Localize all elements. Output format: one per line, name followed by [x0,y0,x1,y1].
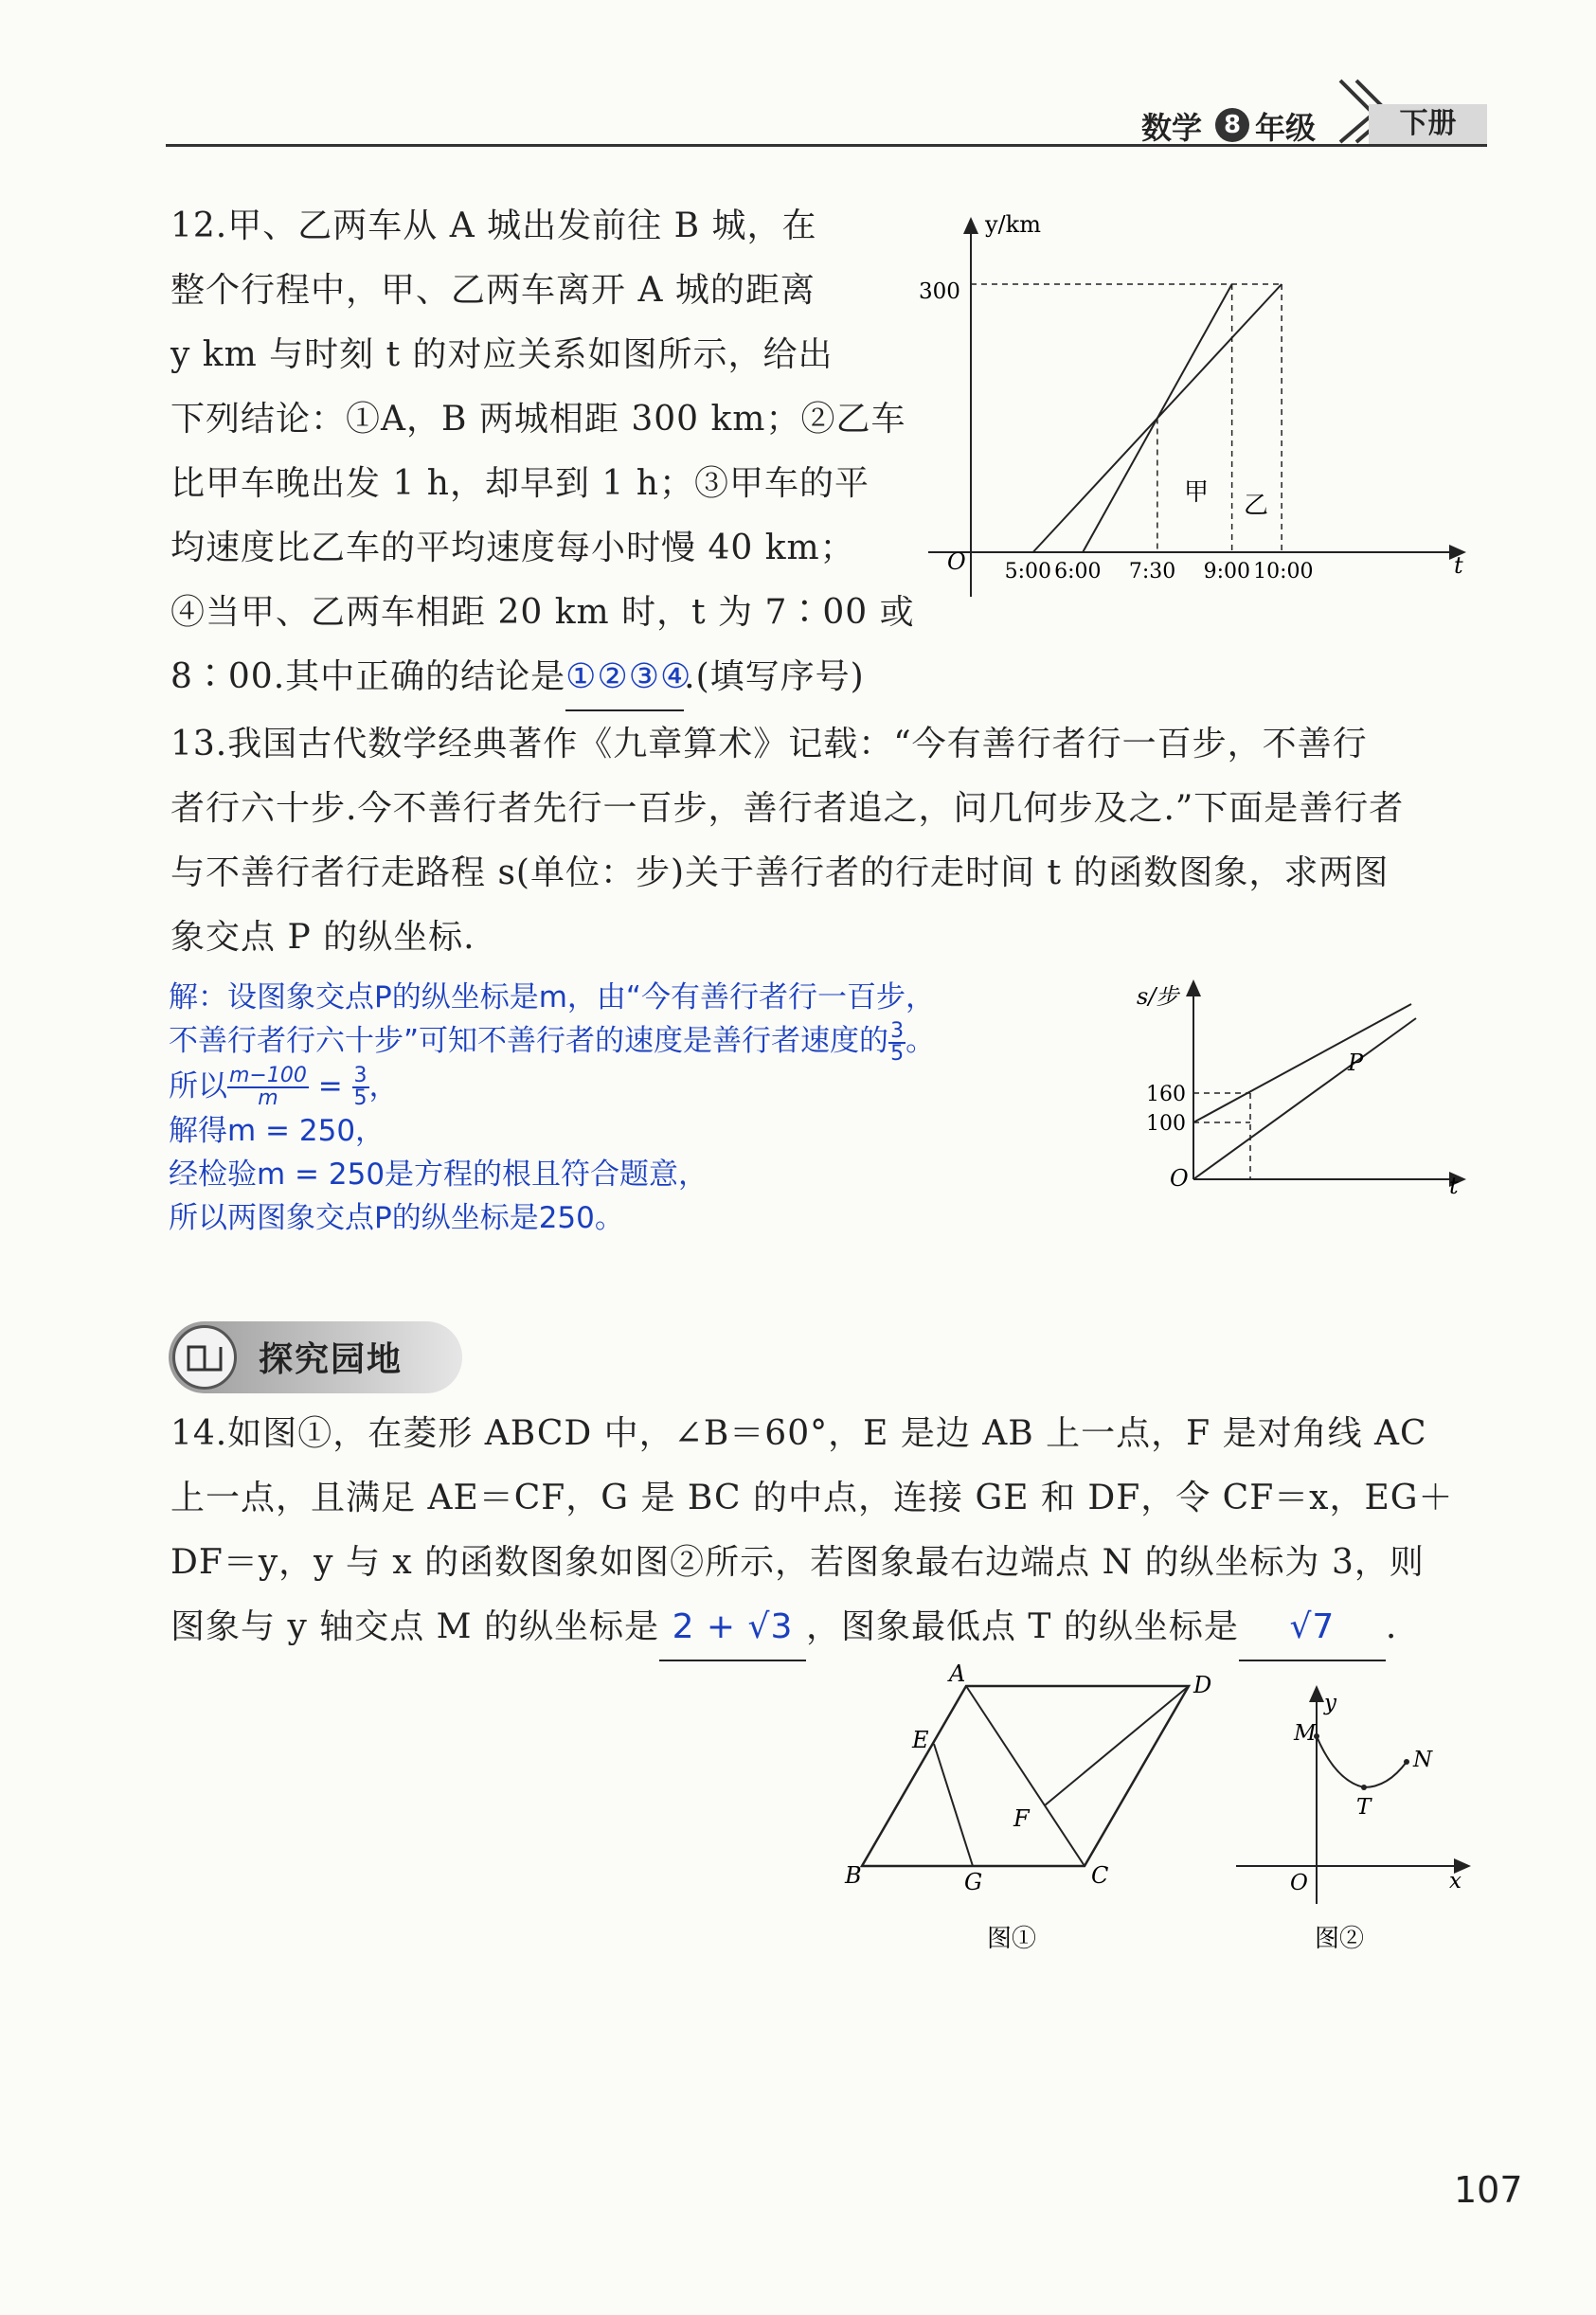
q12-series-label-yi: 乙 [1244,492,1269,520]
q13-point-p: P [1348,1050,1364,1076]
q14-line-4-prefix: 图象与 y 轴交点 M 的纵坐标是 [170,1607,659,1646]
fig2-label-m: M [1294,1721,1317,1746]
sol-line-2-prefix: 不善行者行六十步”可知不善行者的速度是善行者速度的 [169,1024,889,1058]
q13-chart [1132,976,1473,1212]
q13-line: 与不善行者行走路程 s(单位：步)关于善行者的行走时间 t 的函数图象，求两图 [170,853,1390,892]
q14-line: 上一点，且满足 AE＝CF，G 是 BC 的中点，连接 GE 和 DF，令 CF＝x，EG＋ [170,1479,1454,1517]
sol-line-2 [169,1019,935,1065]
q12-xtick: 5:00 [1004,560,1052,583]
q12-line: 下列结论：①A，B 两城相距 300 km；②乙车 [170,400,906,439]
label-d: D [1193,1672,1212,1698]
segment-ge [934,1744,973,1866]
fig2-origin: O [1290,1871,1308,1895]
page-number: 107 [1454,2169,1523,2211]
q12-series-label-jia: 甲 [1184,478,1210,507]
q12-last-suffix: .(填写序号) [684,657,865,696]
q14-line: DF＝y，y 与 x 的函数图象如图②所示，若图象最右边端点 N 的纵坐标为 3，则 [170,1543,1425,1582]
q12-ytick-300: 300 [919,279,960,304]
fig2-curve [1317,1736,1407,1787]
sol-line-3 [169,1065,935,1110]
figure-1-caption: 图① [987,1925,1037,1953]
sol-frac-den-b: 5 [353,1086,368,1110]
header-volume: 下册 [1399,107,1457,140]
q14-line-4-mid: ，图象最低点 T 的纵坐标是 [805,1607,1239,1646]
q13-line: 者行六十步.今不善行者先行一百步，善行者追之，问几何步及之.”下面是善行者 [170,789,1405,828]
sol-line-5: 经检验m = 250是方程的根且符合题意， [169,1158,708,1192]
sol-frac-3-5 [888,1018,906,1066]
q12-xtick: 10:00 [1253,560,1314,583]
sol-frac-den: 5 [890,1041,905,1066]
q12-answer: ①②③④ [565,645,684,711]
sol-frac-m [227,1066,309,1109]
q12-line: y km 与时刻 t 的对应关系如图所示，给出 [170,335,834,374]
q13-line: 13.我国古代数学经典著作《九章算术》记载：“今有善行者行一百步，不善行 [170,725,1368,763]
q12-chart [909,204,1468,611]
book-icon [175,1328,234,1387]
sol-line-4: 解得m = 250， [169,1114,386,1148]
q12-xlabel: t [1454,552,1463,579]
fig2-label-t: T [1356,1795,1372,1820]
q13-xlabel: t [1449,1173,1459,1199]
q14-figure-2 [1231,1681,1478,1975]
q14-answer-t: √7 [1239,1595,1386,1661]
q13-line: 象交点 P 的纵坐标. [170,918,475,957]
q12-line: 均速度比乙车的平均速度每小时慢 40 km； [170,529,855,567]
sol-frac-num: 3 [890,1018,905,1043]
fig2-point-t [1361,1785,1367,1790]
header-grade-number: 8 [1215,108,1249,142]
q12-line: 整个行程中，甲、乙两车离开 A 城的距离 [170,271,816,310]
sol-line-1: 解：设图象交点P的纵坐标是m，由“今有善行者行一百步， [169,980,935,1014]
q12-origin: O [947,548,966,575]
figure-2-caption: 图② [1315,1925,1365,1953]
sol-frac-num-b: 3 [353,1064,368,1087]
q13-block [170,712,1404,970]
section-banner [169,1321,472,1393]
fig2-point-n [1404,1759,1409,1765]
q13-origin: O [1170,1165,1189,1192]
q12-block [170,194,915,711]
label-b: B [845,1862,862,1889]
fig2-ylabel: y [1324,1691,1336,1715]
q12-xtick: 6:00 [1054,560,1102,583]
q12-line: 比甲车晚出发 1 h，却早到 1 h；③甲车的平 [170,464,870,503]
q13-ylabel: s/步 [1137,983,1179,1010]
q12-line: 12.甲、乙两车从 A 城出发前往 B 城，在 [170,206,817,245]
sol-line-2-suffix: 。 [906,1024,936,1058]
q14-line-4-suffix: . [1385,1607,1398,1646]
section-title: 探究园地 [259,1340,403,1379]
q12-line: ④当甲、乙两车相距 20 km 时，t 为 7∶00 或 [170,593,915,632]
q14-line-4 [170,1595,1454,1661]
sol-line-3-prefix: 所以 [169,1068,227,1104]
label-e: E [912,1727,929,1753]
sol-eq: = [308,1068,352,1104]
q12-last-prefix: 8∶00.其中正确的结论是 [170,657,566,696]
q13-ytick-160: 160 [1146,1083,1186,1106]
q14-block [170,1402,1454,1661]
section-book-badge [172,1325,237,1390]
fig2-xlabel: x [1449,1869,1462,1893]
q12-xtick: 9:00 [1203,560,1251,583]
sol-line-6: 所以两图象交点P的纵坐标是250。 [169,1201,624,1235]
q13-solution [169,976,935,1240]
label-f: F [1013,1805,1030,1832]
header-volume-tab [1369,104,1487,144]
q12-xtick: 7:30 [1128,560,1176,583]
q14-figure-1 [834,1662,1212,1975]
sol-frac-3-5-b [352,1066,369,1109]
q13-ytick-100: 100 [1146,1112,1186,1136]
sol-frac-m-num: m−100 [229,1064,307,1087]
q13-line-slow-walker [1193,1004,1411,1122]
label-a: A [949,1662,966,1687]
label-g: G [964,1869,983,1895]
header-grade-suffix: 年级 [1255,110,1317,146]
segment-df [1045,1686,1189,1805]
header-subject: 数学 [1141,110,1203,146]
sol-line-3-suffix: ， [368,1068,399,1104]
q12-last-line [170,645,915,711]
q14-answer-m: 2 + √3 [659,1595,806,1661]
q13-line-good-walker [1193,1018,1416,1179]
diagonal-ac [966,1686,1085,1866]
label-c: C [1091,1862,1109,1889]
sol-frac-m-den: m [258,1086,278,1110]
q14-line: 14.如图①，在菱形 ABCD 中，∠B＝60°，E 是边 AB 上一点，F 是对角线 AC [170,1414,1427,1453]
q12-ylabel: y/km [985,211,1041,238]
fig2-label-n: N [1413,1748,1433,1772]
